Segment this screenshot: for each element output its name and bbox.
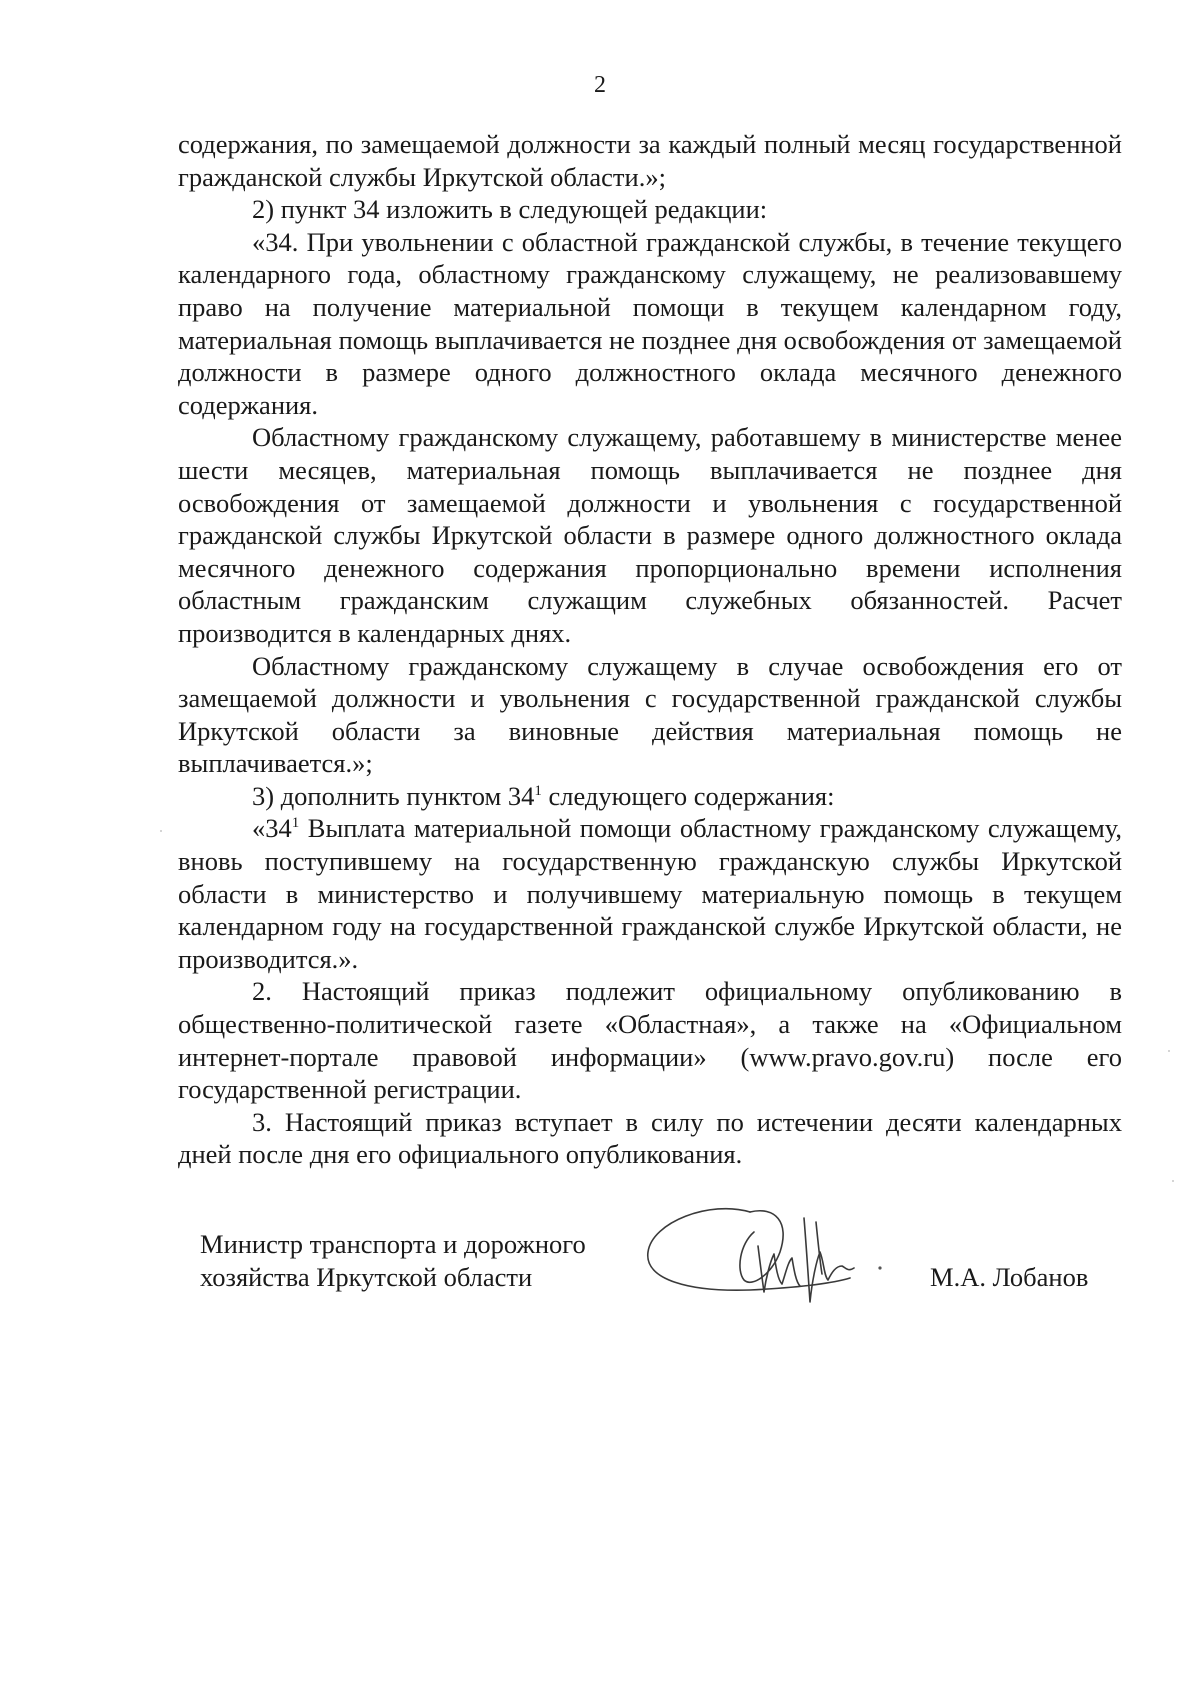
signer-title-line-1: Министр транспорта и дорожного [200,1229,586,1259]
item-3-text-before: 3) дополнить пунктом 34 [252,780,535,811]
scan-speck [160,830,162,832]
paragraph-clause-34: «34. При увольнении с областной гражданской службы, в течение текущего календарного года, областному гражданскому служащему, не реализовавшему право на получение материальной помощи в текущем календарном году, материальная помощь выплачивается не позднее дня освобождения от замещаемой должности в размере одного должностного оклада месячного денежного содержания. [178,226,1122,420]
clause-34-1-text-before: «34 [252,813,292,844]
paragraph-clause-34-part-3: Областному гражданскому служащему в случае освобождения его от замещаемой должности и увольнения с государственной гражданской службы Иркутской области за виновные действия материальная помощь не выплачивается.»; [178,650,1122,779]
handwritten-signature-image [640,1192,910,1322]
scan-speck [1172,1180,1174,1182]
paragraph-effective-date: 3. Настоящий приказ вступает в силу по истечении десяти календарных дней после дня его официального опубликования. [178,1106,1122,1170]
paragraph-clause-34-part-2: Областному гражданскому служащему, работавшему в министерстве менее шести месяцев, материальная помощь выплачивается не позднее дня освобождения от замещаемой должности и увольнения с государственной гражданской службы Иркутской области в размере одного должностного оклада месячного денежного содержания пропорционально времени исполнения областным гражданским служащим служебных обязанностей. Расчет производится в календарных днях. [178,422,1122,648]
paragraph-publication: 2. Настоящий приказ подлежит официальному опубликованию в общественно-политической газете «Областная», а также на «Официальном интернет-портале правовой информации» (www.pravo.gov.ru) после его государственной регистрации. [178,976,1122,1105]
paragraph-item-3 [178,780,1122,813]
signature-block [0,1210,1200,1330]
item-3-superscript: 1 [534,783,542,800]
paragraph-clause-34-1 [178,812,1122,975]
document-body [178,128,1122,1171]
clause-34-1-text-after: Выплата материальной помощи областному гражданскому служащему, вновь поступившему на государственную гражданскую службы Иркутской области в министерство и получившему материальную помощь в текущем календарном году на государственной гражданской службе Иркутской области, не производится.». [178,813,1122,974]
paragraph-continuation: содержания, по замещаемой должности за каждый полный месяц государственной гражданской службы Иркутской области.»; [178,129,1122,192]
clause-34-1-superscript: 1 [291,815,300,832]
signer-title [200,1228,586,1294]
scan-speck [1168,1050,1170,1052]
item-3-text-after: следующего содержания: [541,780,835,811]
page-number: 2 [594,72,606,98]
signer-title-line-2: хозяйства Иркутской области [200,1262,533,1292]
paragraph-item-2: 2) пункт 34 изложить в следующей редакции: [252,194,768,225]
signer-name: М.А. Лобанов [930,1262,1089,1292]
